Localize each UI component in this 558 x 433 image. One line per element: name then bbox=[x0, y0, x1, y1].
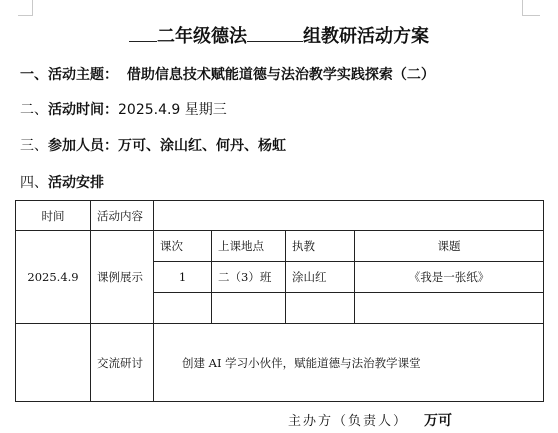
table-header-row bbox=[16, 201, 544, 231]
section-value: 2025.4.9 星期三 bbox=[118, 102, 227, 118]
organizer-label: 主办方（负责人） bbox=[288, 414, 409, 429]
lesson-topic: 《我是一张纸》 bbox=[355, 262, 544, 293]
section-label: 参加人员： bbox=[48, 138, 118, 154]
exchange-text-cell: 创建 AI 学习小伙伴，赋能道德与法治教学课堂 bbox=[154, 324, 544, 402]
subheader-teacher: 执教 bbox=[286, 231, 355, 262]
section-number: 一、 bbox=[20, 67, 48, 83]
title-part2: 组教研活动方案 bbox=[303, 26, 429, 47]
section-label: 活动时间： bbox=[48, 102, 118, 118]
schedule-table bbox=[15, 200, 544, 402]
section-label: 活动安排 bbox=[48, 175, 104, 191]
crop-mark-left bbox=[32, 0, 33, 15]
section-schedule bbox=[20, 172, 104, 192]
exchange-time-cell bbox=[16, 324, 91, 402]
crop-mark-left-h bbox=[18, 15, 33, 16]
footer-signature bbox=[288, 410, 452, 430]
section-label: 活动主题： bbox=[48, 67, 118, 83]
lesson-place: 二（3）班 bbox=[212, 262, 286, 293]
header-empty-cell bbox=[154, 201, 544, 231]
lesson-teacher: 涂山红 bbox=[286, 262, 355, 293]
section-participants bbox=[20, 135, 286, 155]
subheader-order: 课次 bbox=[154, 231, 212, 262]
document-title bbox=[0, 22, 558, 48]
section-theme bbox=[20, 64, 435, 84]
title-part1: 二年级德法 bbox=[157, 26, 247, 47]
exchange-label-cell: 交流研讨 bbox=[91, 324, 154, 402]
empty-cell bbox=[154, 293, 212, 324]
section-value: 万可、涂山红、何丹、杨虹 bbox=[118, 138, 286, 154]
organizer-name: 万可 bbox=[424, 413, 453, 429]
section-value: 借助信息技术赋能道德与法治教学实践探索（二） bbox=[126, 67, 435, 83]
date-cell: 2025.4.9 bbox=[16, 231, 91, 324]
lesson-label-cell: 课例展示 bbox=[91, 231, 154, 324]
title-blank-after bbox=[247, 41, 303, 42]
subheader-place: 上课地点 bbox=[212, 231, 286, 262]
lesson-subheader-row bbox=[16, 231, 544, 262]
section-number: 四、 bbox=[20, 175, 48, 191]
section-number: 二、 bbox=[20, 102, 48, 118]
section-number: 三、 bbox=[20, 138, 48, 154]
empty-cell bbox=[212, 293, 286, 324]
empty-cell bbox=[355, 293, 544, 324]
exchange-row bbox=[16, 324, 544, 402]
subheader-topic: 课题 bbox=[355, 231, 544, 262]
lesson-order: 1 bbox=[154, 262, 212, 293]
header-content: 活动内容 bbox=[91, 201, 154, 231]
empty-cell bbox=[286, 293, 355, 324]
crop-mark-right bbox=[522, 0, 523, 15]
title-blank-before bbox=[129, 41, 157, 42]
crop-mark-right-h bbox=[522, 15, 540, 16]
header-time: 时间 bbox=[16, 201, 91, 231]
section-time bbox=[20, 99, 227, 119]
